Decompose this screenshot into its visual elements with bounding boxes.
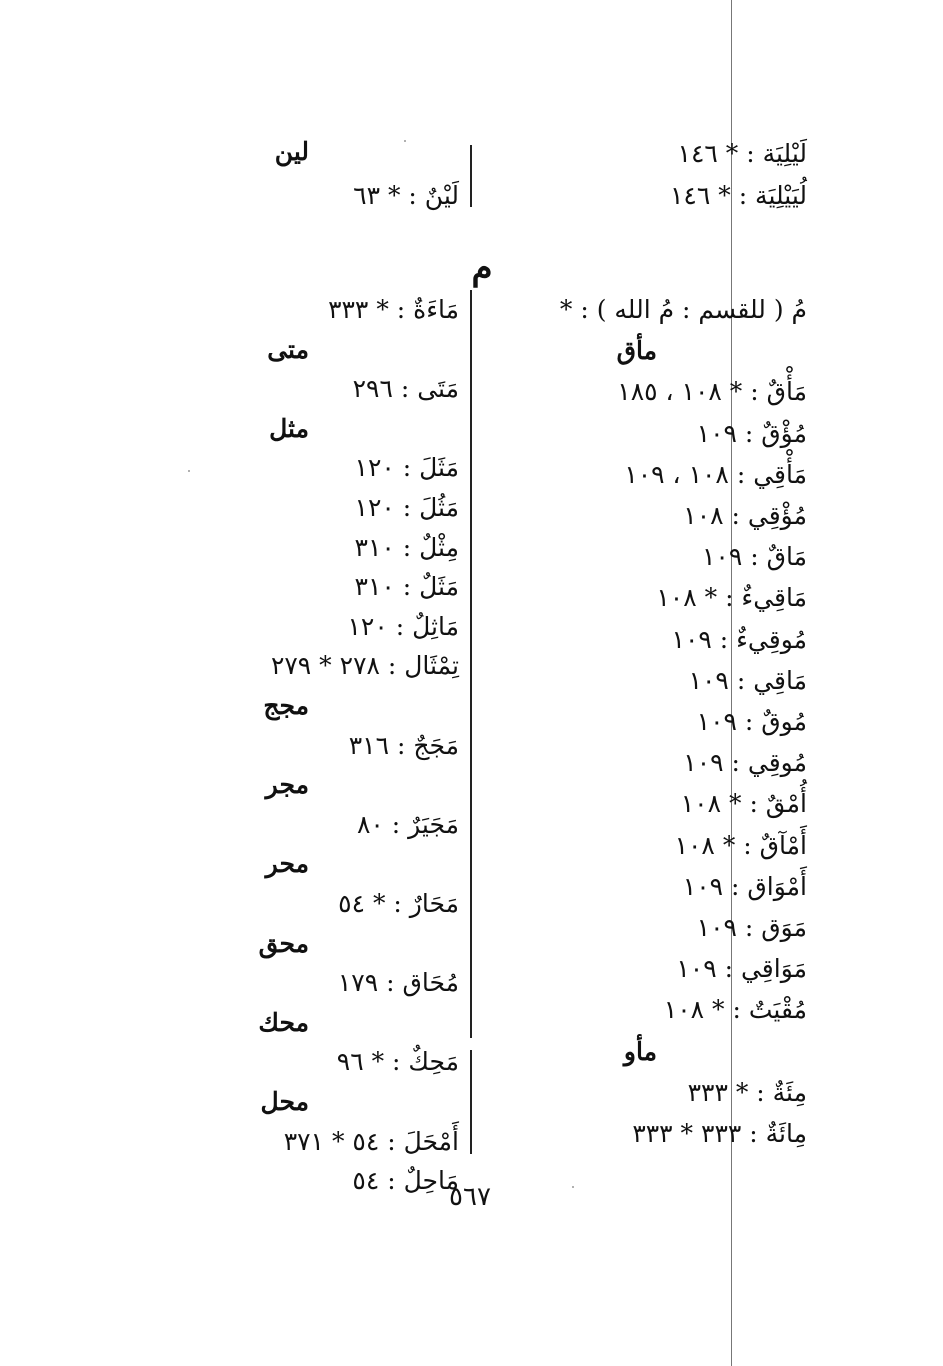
index-entry: مَأْقٌ : * ١٠٨ ، ١٨٥: [617, 377, 807, 407]
index-entry: مَاءَةٌ : * ٣٣٣: [328, 295, 459, 324]
index-entry: مَاحِلٌ : ٥٤: [352, 1166, 459, 1196]
scan-speck: [188, 470, 190, 472]
index-entry: مَتَى : ٢٩٦: [352, 374, 459, 404]
index-entry: مُؤْقِي : ١٠٨: [683, 501, 807, 530]
root-heading: مأق: [616, 336, 657, 366]
index-entry: مَجَجٌ : ٣١٦: [348, 730, 459, 760]
index-entry: مُوقٌ : ١٠٩: [696, 707, 807, 736]
right-column: [477, 290, 807, 1160]
root-heading: محر: [265, 849, 309, 879]
top-column-rule: [470, 145, 472, 207]
index-entry: مُ ( للقسم : مُ الله ) : *: [559, 295, 807, 324]
index-entry: مَاقِي : ١٠٩: [688, 665, 807, 695]
index-entry: مُقْيَتٌ : * ١٠٨: [663, 995, 807, 1025]
index-entry: مَثُلَ : ١٢٠: [354, 493, 459, 522]
scan-speck: [572, 1186, 574, 1188]
index-entry: مِئَةٌ : * ٣٣٣: [687, 1077, 807, 1107]
top-right-block: [477, 132, 807, 222]
root-heading: محك: [258, 1007, 309, 1037]
index-entry: مُؤْقٌ : ١٠٩: [696, 418, 807, 448]
index-entry: مَاقٌ : ١٠٩: [701, 542, 807, 572]
root-heading: مثل: [269, 413, 309, 443]
root-heading: مأو: [623, 1036, 657, 1066]
index-entry: لَيْنٌ : * ٦٣: [353, 181, 459, 210]
index-entry: مُوقِيءٌ : ١٠٩: [671, 624, 807, 654]
index-entry: لُيَيْلِيَة : * ١٤٦: [670, 181, 807, 210]
index-entry: أَمْحَلَ : ٥٤ * ٣٧١: [283, 1126, 459, 1156]
root-heading: لين: [274, 137, 309, 166]
index-entry: أَمْآقٌ : * ١٠٨: [674, 830, 807, 860]
index-entry: مَاثِلٌ : ١٢٠: [347, 611, 459, 641]
index-entry: مِثْلٌ : ٣١٠: [354, 532, 459, 562]
root-heading: مجر: [265, 770, 309, 800]
index-entry: تِمْثَال : ٢٧٨ * ٢٧٩: [270, 651, 459, 681]
root-heading: محل: [260, 1087, 309, 1116]
index-entry: أُمْقٌ : * ١٠٨: [680, 789, 807, 819]
root-heading: متى: [267, 334, 309, 364]
index-entry: مَأْقِي : ١٠٨ ، ١٠٩: [624, 459, 807, 489]
left-column: [179, 290, 459, 1196]
scan-speck: [404, 140, 406, 142]
index-entry: مُحَاق : ١٧٩: [337, 968, 459, 998]
root-heading: محق: [258, 928, 309, 958]
index-entry: مَوَاقِي : ١٠٩: [676, 954, 807, 984]
root-heading: مجج: [263, 691, 309, 720]
top-left-block: [179, 132, 459, 222]
index-entry: مُوقِي : ١٠٩: [683, 748, 807, 778]
main-column-rule-upper: [470, 290, 472, 1038]
index-entry: أَمْوَاق : ١٠٩: [682, 871, 807, 901]
index-entry: مَثَلَ : ١٢٠: [354, 453, 459, 483]
page-number: ٥٦٧: [449, 1182, 491, 1212]
index-entry: مَحِكٌ : * ٩٦: [336, 1047, 459, 1077]
index-entry: مَاقِيءٌ : * ١٠٨: [656, 583, 807, 613]
index-entry: مِائَةٌ : ٣٣٣ * ٣٣٣: [632, 1119, 807, 1148]
index-entry: مَثَلٌ : ٣١٠: [354, 572, 459, 602]
index-entry: مَحَارٌ : * ٥٤: [338, 889, 459, 918]
section-letter: م: [471, 248, 493, 288]
index-entry: مَجَيَرٌ : ٨٠: [356, 809, 459, 839]
index-entry: مَوَق : ١٠٩: [696, 913, 807, 942]
index-entry: لَيْلِيَة : * ١٤٦: [677, 139, 807, 168]
